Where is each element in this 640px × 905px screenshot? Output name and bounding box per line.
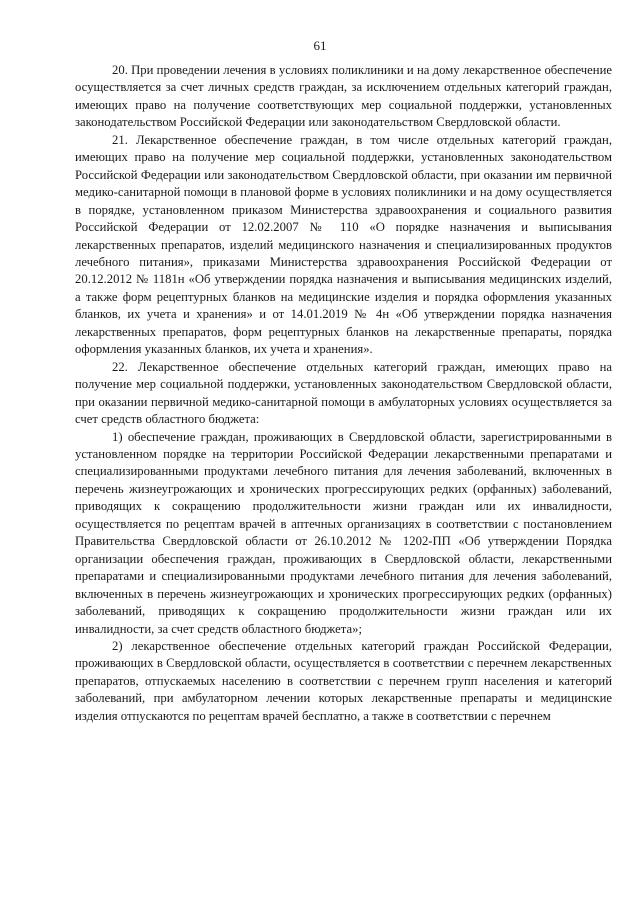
paragraph-20: 20. При проведении лечения в условиях поликлиники и на дому лекарственное обеспечение осуществляется за счет личных средств граждан, за исключением отдельных категорий граждан, имеющих право на получение соответствующих мер социальной поддержки, установленных законодательством Российской Федерации или законодательством Свердловской области. <box>75 63 612 130</box>
page-number: 61 <box>313 38 327 53</box>
document-body <box>75 62 612 725</box>
paragraph-22: 22. Лекарственное обеспечение отдельных категорий граждан, имеющих право на получение мер социальной поддержки, установленных законодательством Свердловской области, при оказании первичной медико-санитарной помощи в амбулаторных условиях осуществляется за счет средств областного бюджета: <box>75 359 612 427</box>
paragraph-22-item-1: 1) обеспечение граждан, проживающих в Свердловской области, зарегистрированными в установленном порядке на территории Российской Федерации лекарственными препаратами и специализированными продуктами лечебного питания для лечения заболеваний, включенных в перечень жизнеугрожающих и хронических прогрессирующих редких (орфанных) заболеваний, приводящих к сокращению продолжительности жизни граждан или их инвалидности, осуществляется по рецептам врачей в аптечных организациях в соответствии с постановлением Правительства Свердловской области от 26.10.2012 № 1202-ПП «Об утверждении Порядка организации обеспечения граждан, проживающих в Свердловской области, лекарственными препаратами и специализированными продуктами лечебного питания для лечения заболеваний, включенных в перечень жизнеугрожающих и хронических прогрессирующих редких (орфанных) заболеваний, приводящих к сокращению продолжительности жизни граждан или их инвалидности, за счет средств областного бюджета»; <box>75 429 612 636</box>
paragraph-22-item-2: 2) лекарственное обеспечение отдельных категорий граждан Российской Федерации, проживающих в Свердловской области, осуществляется в соответствии с перечнем лекарственных препаратов, отпускаемых населению в соответствии с перечнем групп населения и категорий заболеваний, при амбулаторном лечении которых лекарственные препараты и медицинские изделия отпускаются по рецептам врачей бесплатно, а также в соответствии с перечнем <box>75 638 612 723</box>
paragraph-21: 21. Лекарственное обеспечение граждан, в том числе отдельных категорий граждан, имеющих право на получение мер социальной поддержки, установленных законодательством Российской Федерации или законодательством Свердловской области, при оказании им первичной медико-санитарной помощи в плановой форме в условиях поликлиники и на дому осуществляется в порядке, установленном приказом Министерства здравоохранения и социального развития Российской Федерации от 12.02.2007 № 110 «О порядке назначения и выписывания лекарственных препаратов, изделий медицинского назначения и специализированных продуктов лечебного питания», приказами Министерства здравоохранения Российской Федерации от 20.12.2012 № 1181н «Об утверждении порядка назначения и выписывания медицинских изделий, а также форм рецептурных бланков на медицинские изделия и порядка оформления указанных бланков, их учета и хранения» и от 14.01.2019 № 4н «Об утверждении порядка назначения лекарственных препаратов, форм рецептурных бланков на лекарственные препараты, порядка оформления указанных бланков, их учета и хранения». <box>75 132 612 357</box>
